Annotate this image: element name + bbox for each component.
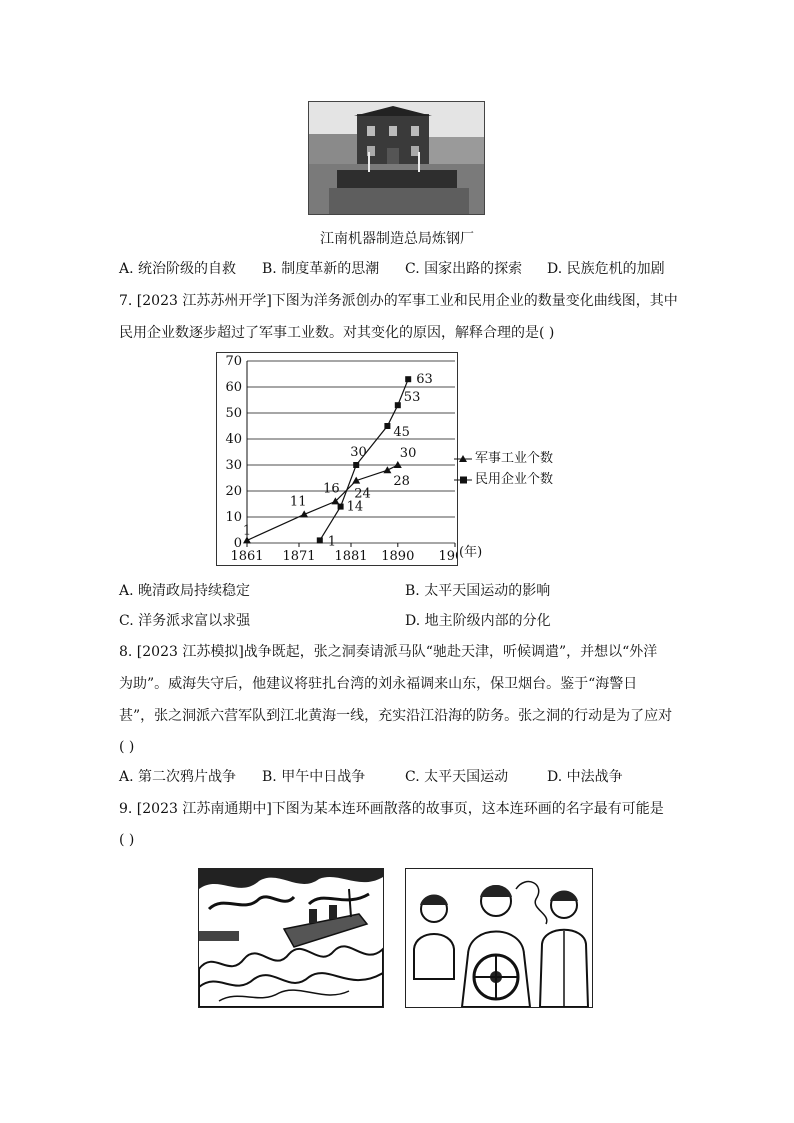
chart-legend xyxy=(452,449,582,489)
q8-option-d[interactable]: D. 中法战争 xyxy=(547,769,623,785)
q8-answer-blank: ( ) xyxy=(119,739,135,755)
y-tick-label: 0 xyxy=(233,536,242,551)
y-tick-label: 10 xyxy=(225,510,242,525)
civil-point xyxy=(395,402,401,408)
military-point xyxy=(300,510,308,517)
y-tick-label: 20 xyxy=(225,484,242,499)
civil-data-label: 14 xyxy=(346,499,364,515)
legend-civil-marker xyxy=(454,477,472,484)
q9-answer-blank: ( ) xyxy=(119,832,135,848)
photo-caption: 江南机器制造总局炼钢厂 xyxy=(320,231,474,247)
q6-option-d[interactable]: D. 民族危机的加剧 xyxy=(547,261,665,277)
military-data-label: 16 xyxy=(323,481,340,497)
q7-stem-line2: 民用企业数逐步超过了军事工业数。对其变化的原因，解释合理的是( ) xyxy=(119,325,555,341)
q7-option-c[interactable]: C. 洋务派求富以求强 xyxy=(119,613,251,629)
legend-military-marker xyxy=(454,455,472,462)
x-tick-label: 1871 xyxy=(282,549,316,564)
military-data-label: 24 xyxy=(354,486,371,502)
civil-data-label: 53 xyxy=(403,390,421,406)
q7-option-a[interactable]: A. 晚清政局持续稳定 xyxy=(119,583,251,599)
y-tick-label: 50 xyxy=(225,406,242,421)
q6-option-a[interactable]: A. 统治阶级的自救 xyxy=(119,261,237,277)
comic-panel-naval-battle xyxy=(198,868,384,1008)
q9-stem-line1: 9. [2023 江苏南通期中]下图为某本连环画散落的故事页，这本连环画的名字最有可能是 xyxy=(119,801,664,817)
civil-data-label: 30 xyxy=(350,445,367,460)
chart-svg xyxy=(217,353,457,565)
military-data-label: 1 xyxy=(242,523,252,539)
military-data-label: 28 xyxy=(393,474,410,490)
q8-stem-line3: 甚”，张之洞派六营军队到江北黄海一线，充实沿江沿海的防务。张之洞的行动是为了应对 xyxy=(119,708,673,724)
civil-point xyxy=(353,462,359,468)
q8-option-a[interactable]: A. 第二次鸦片战争 xyxy=(119,769,237,785)
q6-option-b[interactable]: B. 制度革新的思潮 xyxy=(262,261,380,277)
q7-stem-line1: 7. [2023 江苏苏州开学]下图为洋务派创办的军事工业和民用企业的数量变化曲线图，其中 xyxy=(119,293,678,309)
military-data-label: 11 xyxy=(289,494,307,510)
factory-count-chart xyxy=(216,352,458,566)
x-tick-label: 1890 xyxy=(381,549,415,564)
legend-civil-label: 民用企业个数 xyxy=(475,472,554,487)
x-axis-unit-label: (年) xyxy=(459,545,483,560)
civil-point xyxy=(338,504,344,510)
steel-plant-photo xyxy=(308,101,485,215)
y-tick-label: 30 xyxy=(225,458,242,473)
q8-option-c[interactable]: C. 太平天国运动 xyxy=(405,769,509,785)
series-line-military xyxy=(247,465,398,540)
y-tick-label: 70 xyxy=(225,354,242,369)
civil-point xyxy=(405,376,411,382)
civil-point xyxy=(384,423,390,429)
x-tick-label: 1881 xyxy=(334,549,368,564)
x-tick-label: 1861 xyxy=(230,549,264,564)
q8-stem-line1: 8. [2023 江苏模拟]战争既起，张之洞奏请派马队“驰赴天津，听候调遣”，并想以“外洋 xyxy=(119,644,658,660)
y-tick-label: 60 xyxy=(225,380,242,395)
q7-option-b[interactable]: B. 太平天国运动的影响 xyxy=(405,583,551,599)
civil-data-label: 1 xyxy=(327,534,337,550)
military-data-label: 30 xyxy=(399,446,417,461)
q8-stem-line2: 为助”。威海失守后，他建议将驻扎台湾的刘永福调来山东，保卫烟台。鉴于“海警日 xyxy=(119,676,638,692)
civil-data-label: 63 xyxy=(416,372,433,388)
y-tick-label: 40 xyxy=(225,432,242,447)
civil-point xyxy=(317,537,323,543)
comic-panel-commanders xyxy=(405,868,593,1008)
civil-data-label: 45 xyxy=(393,425,410,440)
military-point xyxy=(394,461,402,468)
legend-military-label: 军事工业个数 xyxy=(475,451,554,466)
q7-option-d[interactable]: D. 地主阶级内部的分化 xyxy=(405,613,551,629)
military-point xyxy=(383,466,391,473)
q8-option-b[interactable]: B. 甲午中日战争 xyxy=(262,769,366,785)
x-tick-label: 19 xyxy=(438,549,455,564)
q6-option-c[interactable]: C. 国家出路的探索 xyxy=(405,261,523,277)
